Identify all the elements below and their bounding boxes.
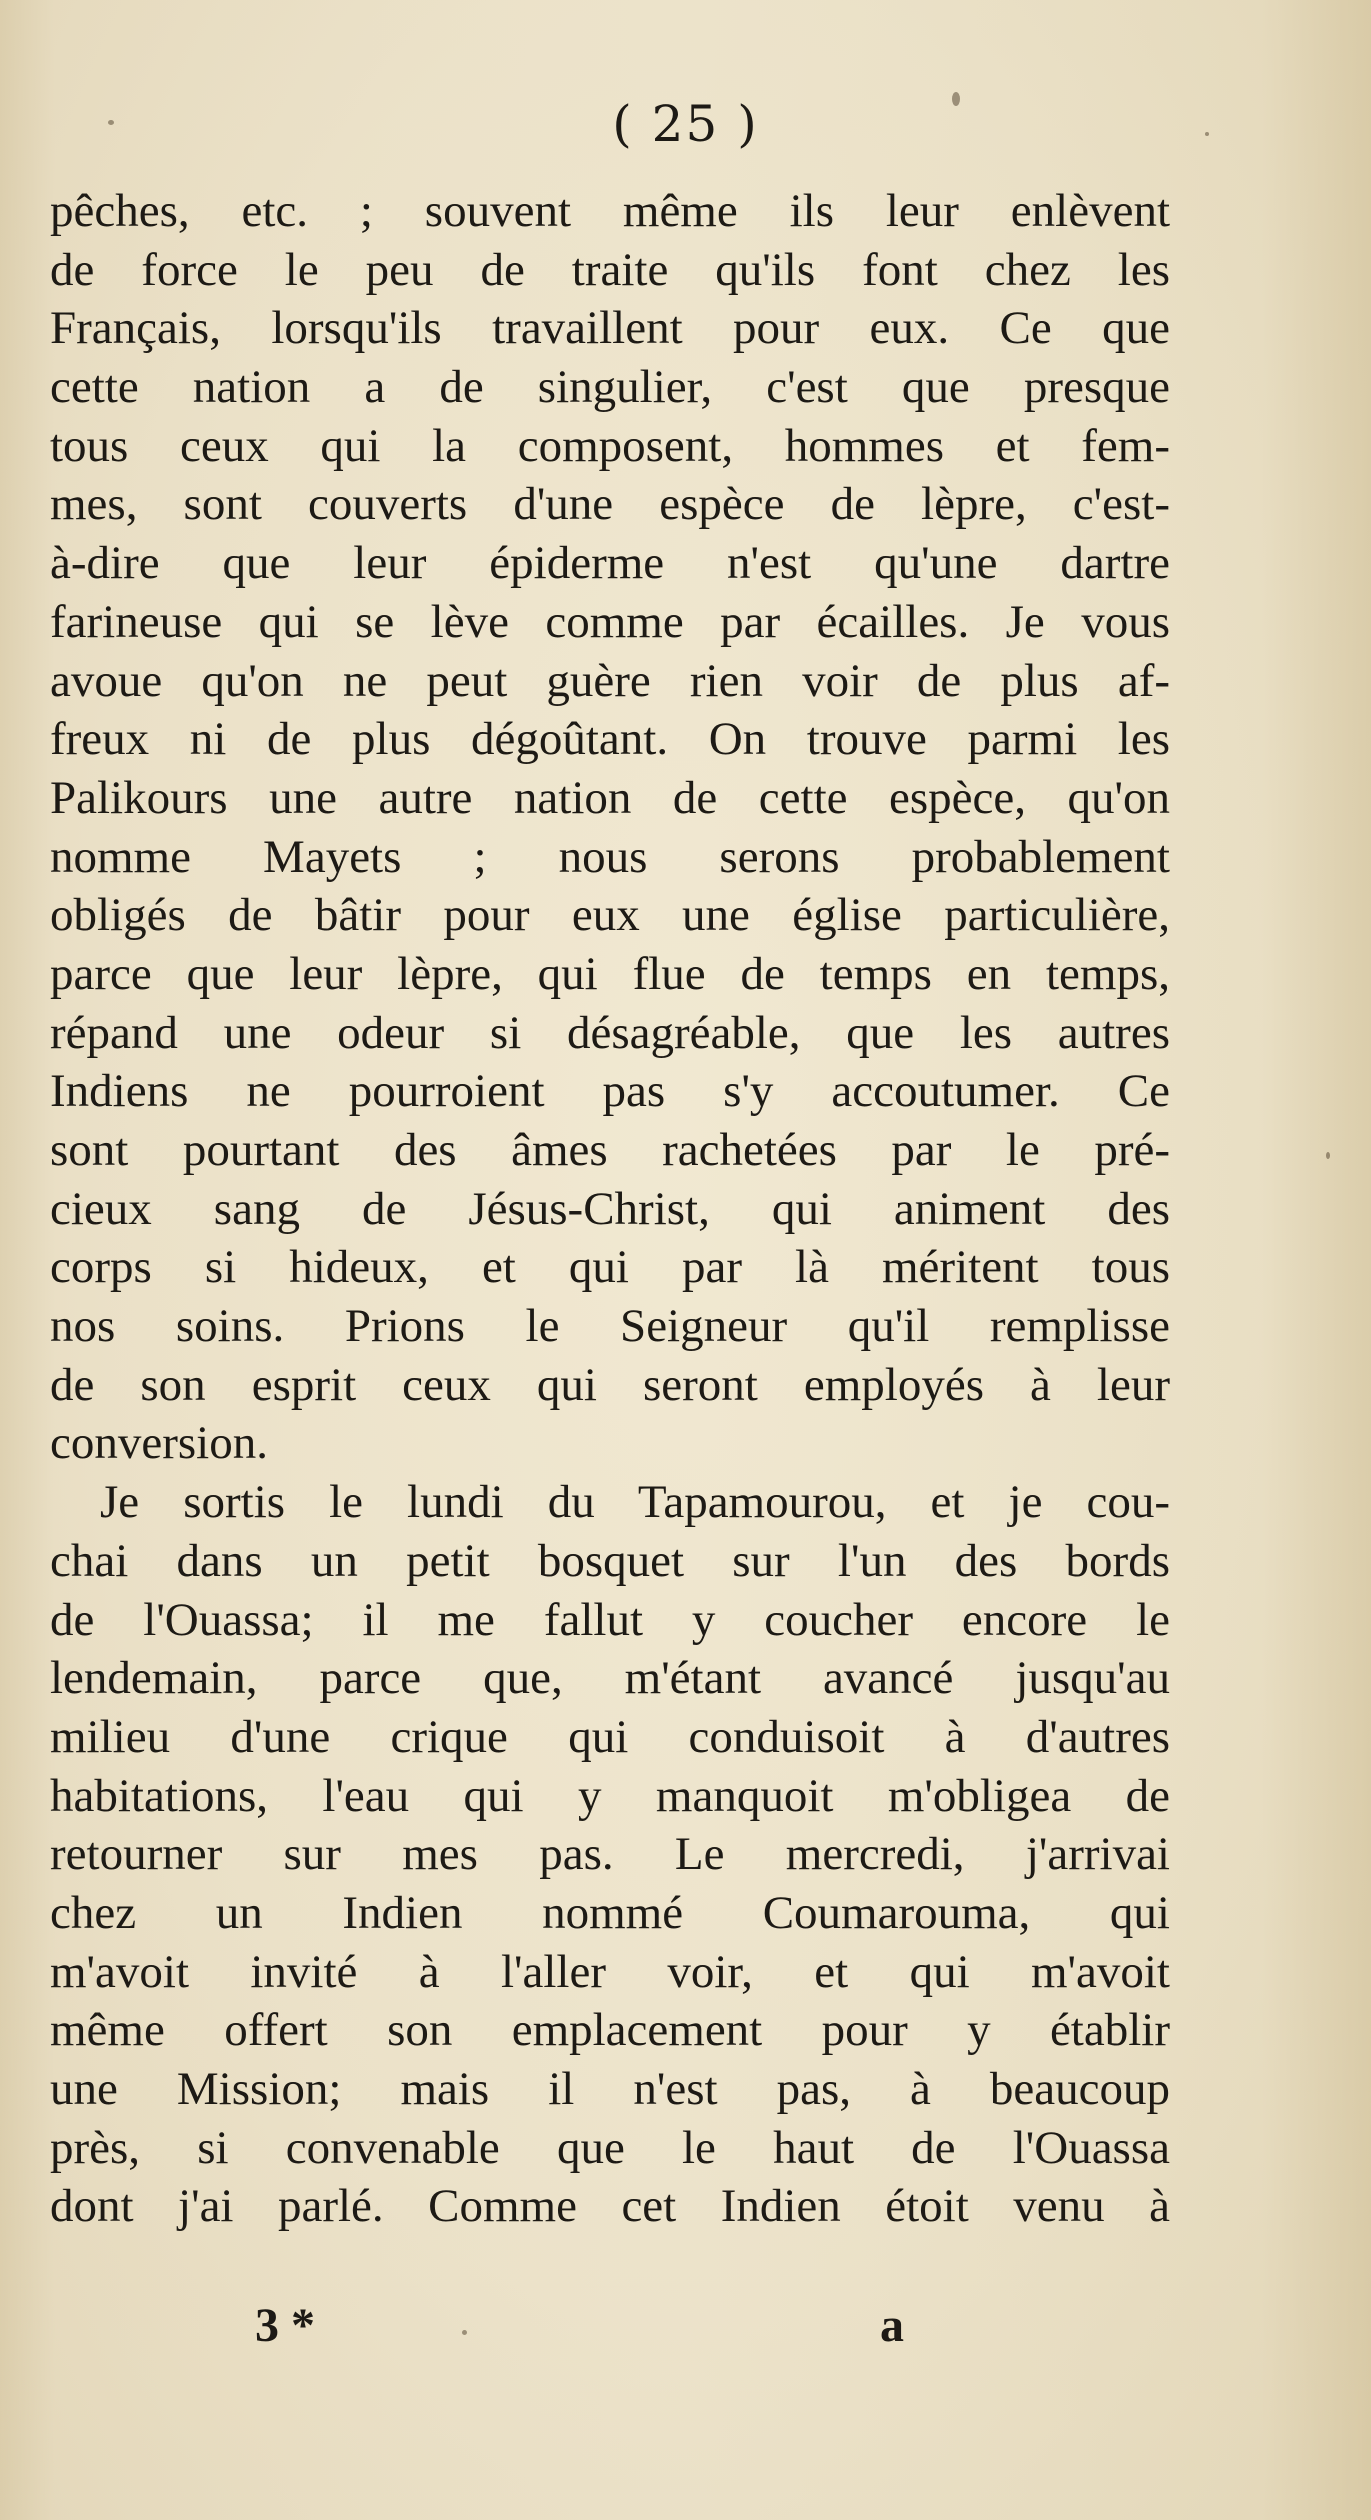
text-line: de son esprit ceux qui seront employés à leur xyxy=(50,1358,1170,1411)
text-line: cette nation a de singulier, c'est que presque xyxy=(50,361,1170,414)
text-line: une Mission; mais il n'est pas, à beaucoup xyxy=(50,2063,1170,2115)
text-line: près, si convenable que le haut de l'Ouassa xyxy=(50,2121,1170,2174)
signature-mark: 3 * xyxy=(255,2299,315,2352)
paragraph-end-line: conversion. xyxy=(50,1417,268,1470)
text-line: de force le peu de traite qu'ils font chez les xyxy=(50,243,1170,296)
text-line: de l'Ouassa; il me fallut y coucher encore le xyxy=(50,1593,1170,1646)
text-line: retourner sur mes pas. Le mercredi, j'arrivai xyxy=(50,1828,1170,1881)
text-line: cieux sang de Jésus-Christ, qui animent des xyxy=(50,1182,1170,1235)
text-line: chez un Indien nommé Coumarouma, qui xyxy=(50,1886,1170,1939)
text-line: avoue qu'on ne peut guère rien voir de plus af- xyxy=(50,654,1170,707)
text-line: à-dire que leur épiderme n'est qu'une dartre xyxy=(50,537,1170,590)
paper-speck xyxy=(462,2330,467,2335)
text-line: répand une odeur si désagréable, que les autres xyxy=(50,1006,1170,1059)
text-line: milieu d'une crique qui conduisoit à d'autres xyxy=(50,1710,1170,1763)
paper-speck xyxy=(1205,132,1209,136)
paper-speck xyxy=(952,92,960,106)
text-line: dont j'ai parlé. Comme cet Indien étoit venu à xyxy=(50,2180,1170,2233)
text-line: corps si hideux, et qui par là méritent tous xyxy=(50,1241,1170,1294)
text-line: lendemain, parce que, m'étant avancé jusqu'au xyxy=(50,1652,1170,1705)
text-line: freux ni de plus dégoûtant. On trouve parmi les xyxy=(50,713,1170,766)
text-line: chai dans un petit bosquet sur l'un des bords xyxy=(50,1534,1170,1587)
text-line: farineuse qui se lève comme par écailles. Je vous xyxy=(50,595,1170,648)
text-line: nomme Mayets ; nous serons probablement xyxy=(50,830,1170,883)
text-line: nos soins. Prions le Seigneur qu'il remplisse xyxy=(50,1300,1170,1353)
paper-speck xyxy=(1326,1152,1330,1159)
text-line: Indiens ne pourroient pas s'y accoutumer. Ce xyxy=(50,1065,1170,1118)
paragraph-start-line: Je sortis le lundi du Tapamourou, et je cou- xyxy=(100,1476,1170,1529)
text-line: tous ceux qui la composent, hommes et fem- xyxy=(50,419,1170,472)
text-line: Palikours une autre nation de cette espèce, qu'on xyxy=(50,771,1170,824)
text-line: sont pourtant des âmes rachetées par le pré- xyxy=(50,1124,1170,1176)
sheet-letter: a xyxy=(880,2299,904,2352)
text-line: parce que leur lèpre, qui flue de temps en temps, xyxy=(50,947,1170,1000)
text-line: pêches, etc. ; souvent même ils leur enlèvent xyxy=(50,185,1170,237)
page-number: ( 25 ) xyxy=(612,95,759,153)
text-line: Français, lorsqu'ils travaillent pour eux. Ce que xyxy=(50,302,1170,355)
body-text xyxy=(50,182,1170,2236)
text-line: m'avoit invité à l'aller voir, et qui m'avoit xyxy=(50,1945,1170,1998)
paper-speck xyxy=(108,120,114,125)
text-line: même offert son emplacement pour y établir xyxy=(50,2004,1170,2057)
text-line: mes, sont couverts d'une espèce de lèpre, c'est- xyxy=(50,478,1170,531)
text-line: obligés de bâtir pour eux une église particulière, xyxy=(50,889,1170,942)
text-line: habitations, l'eau qui y manquoit m'obligea de xyxy=(50,1769,1170,1822)
